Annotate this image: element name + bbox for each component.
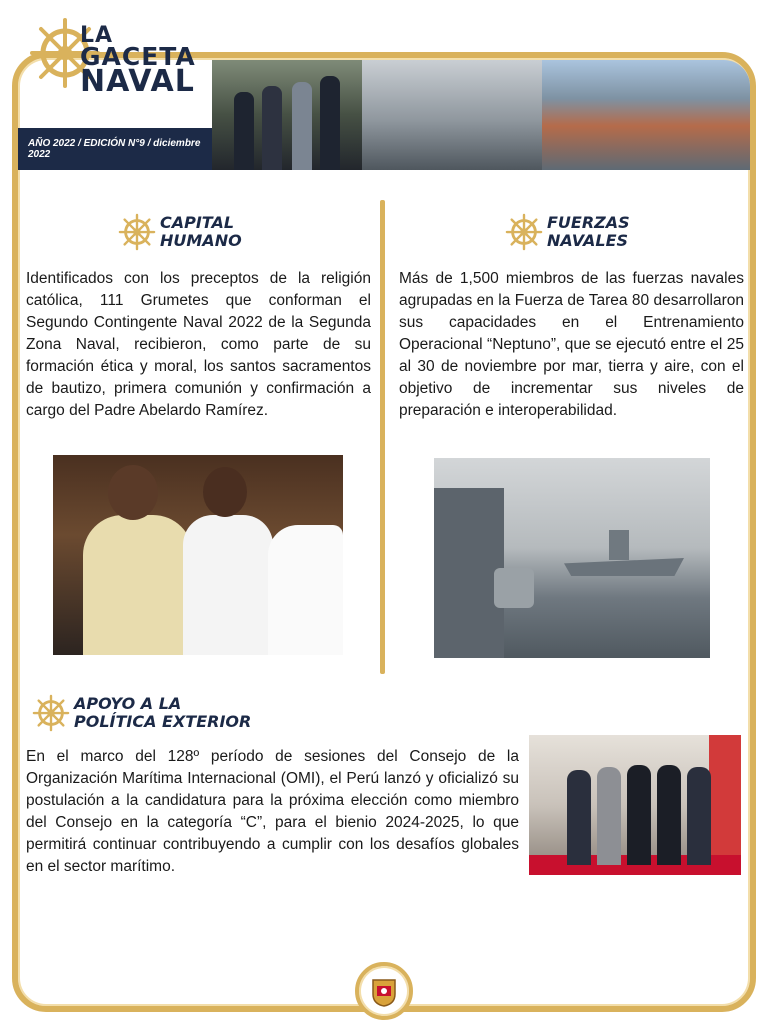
photo-sacraments-ceremony xyxy=(53,455,343,655)
logo-line-gaceta: GACETA xyxy=(80,41,196,71)
title-line: APOYO A LA xyxy=(74,694,182,714)
banner-photo-port xyxy=(542,60,750,170)
banner-photo-warship xyxy=(362,60,542,170)
publication-logo xyxy=(80,23,196,100)
footer-seal xyxy=(355,962,413,1020)
column-divider xyxy=(380,200,385,674)
logo-line-la: LA xyxy=(80,23,114,48)
politica-exterior-text: En el marco del 128º período de sesiones del Consejo de la Organización Marítima Internacional (OMI), el Perú lanzó y oficializó su postulación a la candidatura para la próxima elección como miembro del Consejo en la categoría “C”, para el bienio 2024-2025, lo que permitirá continuar contribuyendo a cumplir con los desafíos globales en el sector marítimo. xyxy=(26,748,519,875)
capital-humano-text: Identificados con los preceptos de la religión católica, 111 Grumetes que conforman el Segundo Contingente Naval 2022 de la Segunda Zona Naval, recibieron, como parte de su formación ética y moral, los santos sacramentos de bautizo, primera comunión y confirmación a cargo del Padre Abelardo Ramírez. xyxy=(26,270,371,419)
photo-imo-delegation xyxy=(529,735,741,875)
section-title-fuerzas-navales xyxy=(505,213,630,251)
banner-photo-ceremony xyxy=(212,60,362,170)
title-line: HUMANO xyxy=(160,231,242,250)
title-line: CAPITAL xyxy=(160,213,235,233)
logo-line-naval: NAVAL xyxy=(80,64,195,100)
masthead xyxy=(0,0,768,175)
navy-seal-icon xyxy=(367,974,401,1008)
title-line: NAVALES xyxy=(547,231,629,250)
ship-wheel-icon xyxy=(32,694,70,732)
ship-wheel-icon xyxy=(118,213,156,251)
title-line: POLÍTICA EXTERIOR xyxy=(74,712,252,731)
edition-label: AÑO 2022 / EDICIÓN N°9 / diciembre 2022 xyxy=(18,128,212,170)
header-photo-banner xyxy=(212,60,750,170)
title-line: FUERZAS xyxy=(547,213,630,233)
photo-naval-exercise xyxy=(434,458,710,658)
section-title-capital-humano xyxy=(118,213,242,251)
section-title-politica-exterior xyxy=(32,694,251,732)
ship-wheel-icon xyxy=(505,213,543,251)
fuerzas-navales-text: Más de 1,500 miembros de las fuerzas navales agrupadas en la Fuerza de Tarea 80 desarrollaron sus capacidades en el Entrenamiento Operacional “Neptuno”, que se ejecutó entre el 25 al 30 de noviembre por mar, tierra y aire, con el objetivo de incrementar sus niveles de preparación e interoperabilidad. xyxy=(399,270,744,419)
